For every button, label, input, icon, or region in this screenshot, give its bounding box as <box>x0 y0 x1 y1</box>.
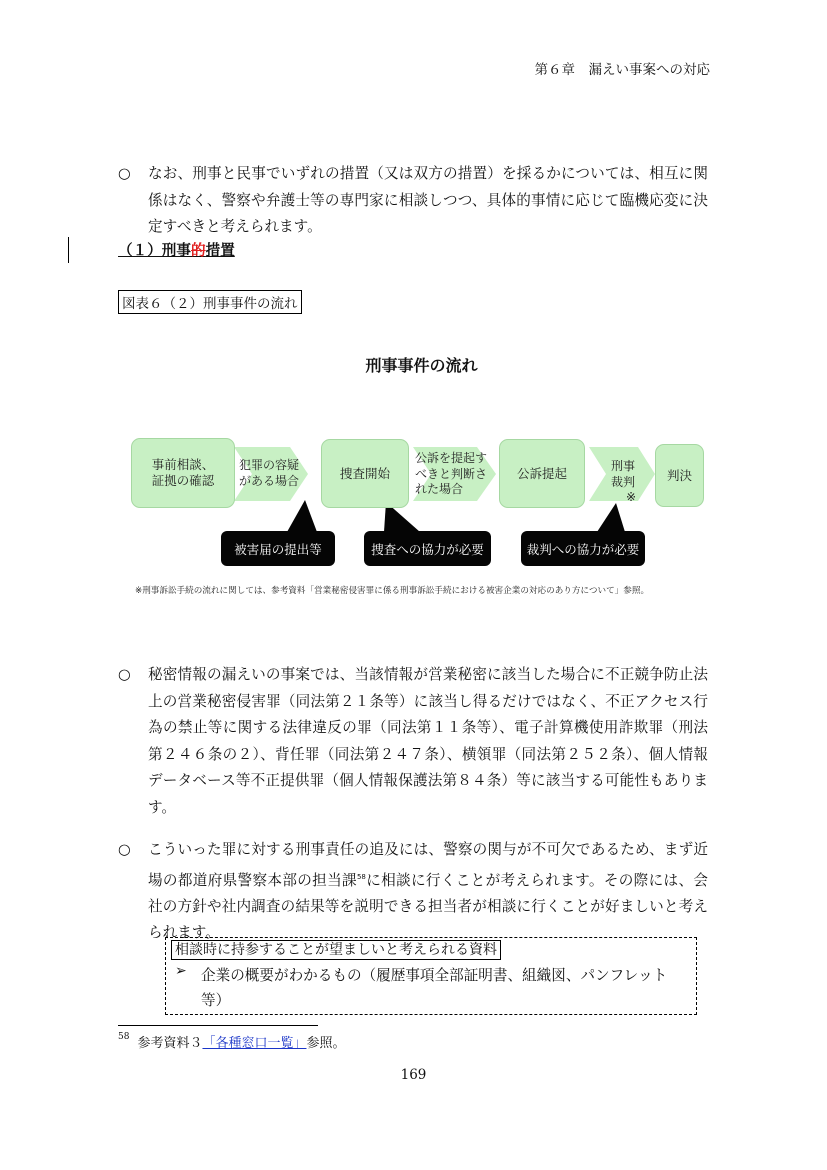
flow-box-label: 事前相談、 証拠の確認 <box>151 457 215 488</box>
footnote-link[interactable]: 「各種窓口一覧」 <box>202 1036 307 1051</box>
flow-box-label: 判決 <box>666 467 692 483</box>
flow-box-label: 公訴提起 <box>516 465 567 481</box>
flow-box-consultation <box>131 438 235 508</box>
paragraph-3 <box>118 837 708 947</box>
chapter-header: 第６章 漏えい事案への対応 <box>534 62 710 78</box>
chevron-note-mark: ※ <box>626 490 637 504</box>
arrow-bullet-icon: ➢ <box>175 963 187 979</box>
bullet-mark: ○ <box>118 165 131 182</box>
reference-box-title: 相談時に持参することが望ましいと考えられる資料 <box>171 940 501 960</box>
chevron-label-criminal-trial: 刑事 裁判 <box>610 459 635 489</box>
footnote-number: 58 <box>118 1032 130 1042</box>
paragraph-text: なお、刑事と民事でいずれの措置（又は双方の措置）を採るかについては、相互に関係はなく、警察や弁護士等の専門家に相談しつつ、具体的事情に応じて臨機応変に決定すべきと考えられます。 <box>148 165 708 235</box>
flow-box-judgment <box>655 444 704 507</box>
section-title-suffix: 措置 <box>205 242 235 259</box>
bullet-mark: ○ <box>118 666 131 683</box>
footnote <box>118 1032 346 1051</box>
flow-diagram-title: 刑事事件の流れ <box>365 356 478 375</box>
paragraph-text <box>148 837 708 947</box>
paragraph-text-part: に相談に行くことが考えられます。その際には、会社の方針や社内調査の結果等を説明できる担当者が相談に行くことが好ましいと考えられます。 <box>148 871 708 942</box>
page-number: 169 <box>400 1067 427 1083</box>
section-title-struck: 的 <box>190 242 206 259</box>
flow-box-label: 捜査開始 <box>339 465 390 481</box>
paragraph-2 <box>118 662 708 821</box>
section-title-prefix: （１）刑事 <box>118 242 191 259</box>
callout-investigation-cooperation: 捜査への協力が必要 <box>364 531 491 566</box>
chevron-label-suspicion: 犯罪の容疑 がある場合 <box>239 458 300 488</box>
paragraph-text-part: こういった罪に対する刑事責任の追及には、警察の関与が不可欠であるため、まず近場の都道府県警察本部の担当課 <box>148 841 708 889</box>
callout-trial-cooperation: 裁判への協力が必要 <box>521 531 645 566</box>
callout-pointer-1 <box>287 500 317 532</box>
figure-caption: 図表６（２）刑事事件の流れ <box>118 290 302 314</box>
chevron-label-indictment-decision: 公訴を提起す べきと判断さ れた場合 <box>415 451 488 496</box>
callout-pointer-3 <box>597 503 625 532</box>
paragraph-text: 秘密情報の漏えいの事案では、当該情報が営業秘密に該当した場合に不正競争防止法上の営業秘密侵害罪（同法第２１条等）に該当し得るだけではなく、不正アクセス行為の禁止等に関する法律違反の罪（同法第１１条等）、電子計算機使用詐欺罪（刑法第２４６条の２）、背任罪（同法第２４７条）、横領罪（同法第２５２条）、個人情報データベース等不正提供罪（個人情報保護法第８４条）等に該当する可能性もあります。 <box>148 666 708 816</box>
footnote-text-end: 参照。 <box>306 1036 346 1051</box>
footnote-reference[interactable]: 58 <box>356 872 366 881</box>
bullet-mark: ○ <box>118 841 131 858</box>
footnote-separator <box>118 1025 318 1026</box>
flow-box-prosecution <box>499 439 585 508</box>
flow-diagram-note: ※刑事訴訟手続の流れに関しては、参考資料「営業秘密侵害罪に係る刑事訴訟手続における被害企業の対応のあり方について」参照。 <box>135 586 650 596</box>
flow-box-investigation <box>321 439 409 508</box>
callout-damage-report: 被害届の提出等 <box>221 531 335 566</box>
footnote-text: 参考資料３ <box>137 1036 203 1051</box>
reference-item: 企業の概要がわかるもの（履歴事項全部証明書、組織図、パンフレット等） <box>201 967 668 1009</box>
